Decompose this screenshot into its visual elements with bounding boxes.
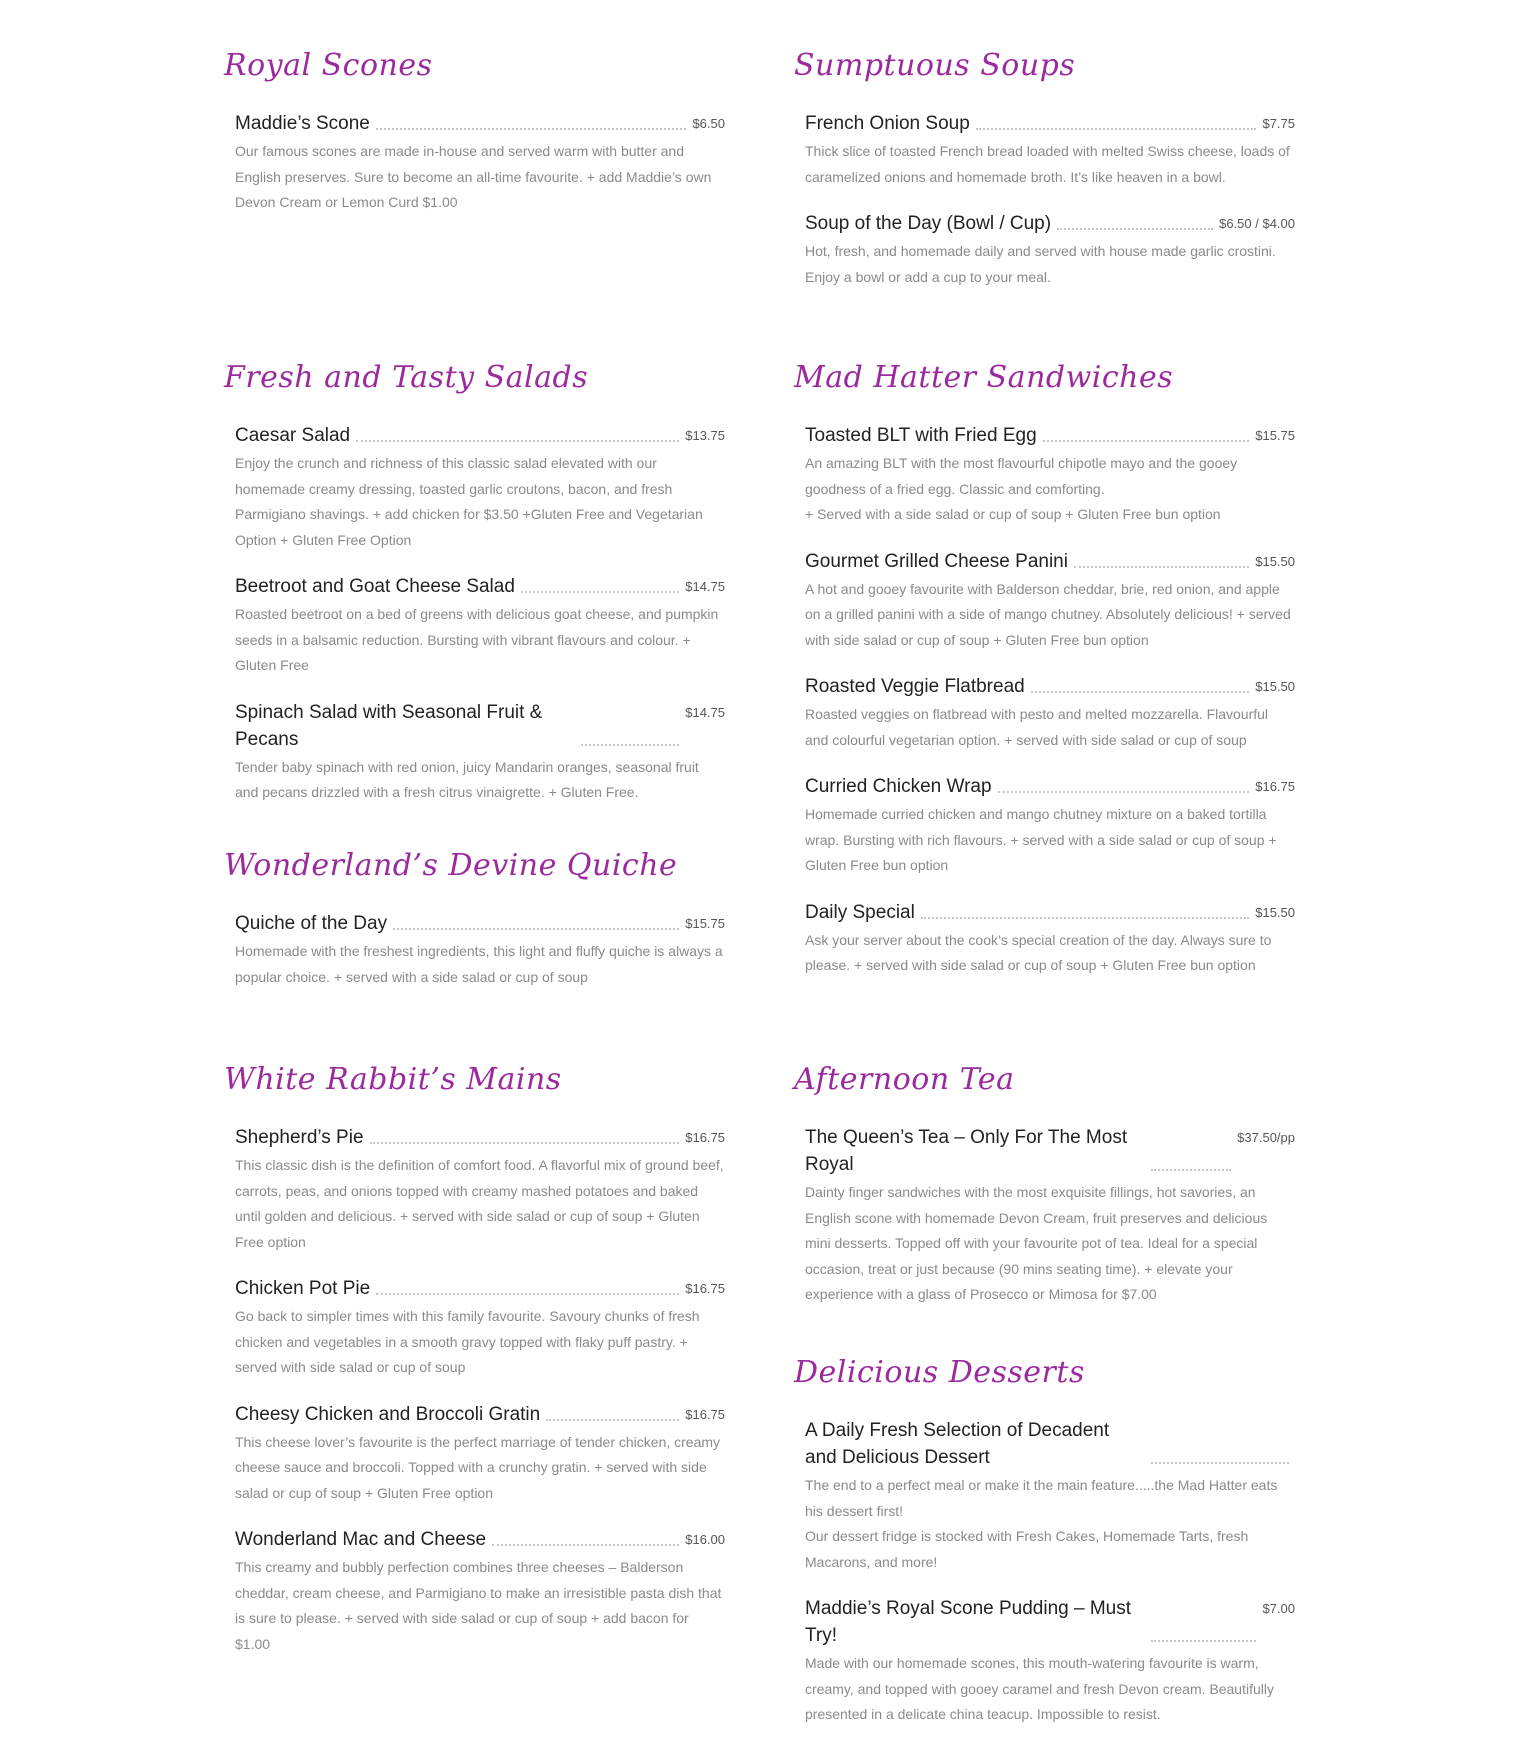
menu-item-name: Soup of the Day (Bowl / Cup) (805, 213, 1052, 234)
menu-item-name: A Daily Fresh Selection of Decadent and Delicious Dessert (805, 1420, 1110, 1468)
description-line: Tender baby spinach with red onion, juicy Mandarin oranges, seasonal fruit and pecans drizzled with a fresh citrus vinaigrette. + Gluten Free. (235, 758, 699, 800)
menu-items-list (224, 110, 736, 216)
description-line: Enjoy the crunch and richness of this classic salad elevated with our homemade creamy dressing, toasted garlic croutons, bacon, and fresh Parmigiano shavings. + add chicken for $3.50 +Gluten Free and Vegetarian Option + Gluten Free Option (235, 455, 703, 548)
menu-item-description (805, 802, 1295, 879)
menu-item-name: Wonderland Mac and Cheese (235, 1529, 487, 1550)
description-line: Our famous scones are made in-house and served warm with butter and English preserves. Sure to become an all-time favourite. + add Maddie’s own Devon Cream or Lemon Curd $1.00 (235, 143, 712, 210)
menu-item-header (235, 1401, 725, 1428)
menu-items-list (794, 110, 1306, 290)
menu-item-header (235, 573, 725, 600)
menu-item-price: $15.75 (685, 916, 725, 931)
description-line: Dainty finger sandwiches with the most exquisite fillings, hot savories, an English scone with homemade Devon Cream, fruit preserves and delicious mini desserts. Topped off with your favourite pot of tea. Ideal for a special occasion, treat or just because (90 mins seating time). + elevate your experience with a glass of Prosecco or Mimosa for $7.00 (805, 1184, 1268, 1302)
description-line: Hot, fresh, and homemade daily and served with house made garlic crostini. Enjoy a bowl or add a cup to your meal. (805, 243, 1276, 285)
menu-item-price: $15.75 (1255, 428, 1295, 443)
menu-items-list (224, 1124, 736, 1657)
menu-item-price: $7.75 (1262, 116, 1295, 131)
dotted-leader (356, 440, 679, 442)
dotted-leader (376, 128, 687, 130)
dotted-leader (998, 791, 1250, 793)
menu-item (235, 1526, 725, 1657)
menu-item-header (805, 673, 1295, 700)
menu-item-description (805, 702, 1295, 753)
description-line: This creamy and bubbly perfection combines three cheeses – Balderson cheddar, cream cheese, and Parmigiano to make an irresistible pasta dish that is sure to please. + served with side salad or cup of soup + add bacon for $1.00 (235, 1559, 722, 1652)
menu-item (235, 699, 725, 806)
description-line: This cheese lover’s favourite is the perfect marriage of tender chicken, creamy cheese sauce and broccoli. Topped with a crunchy gratin. + served with side salad or cup of soup + Gluten Free option (235, 1433, 721, 1501)
menu-item-name: Shepherd’s Pie (235, 1127, 364, 1148)
menu-item-header (805, 1124, 1295, 1178)
description-line: Roasted veggies on flatbread with pesto and melted mozzarella. Flavourful and colourful vegetarian option. + served with side salad or cup of soup (805, 706, 1269, 748)
menu-item-name: Quiche of the Day (235, 913, 388, 934)
dotted-leader (1043, 440, 1250, 442)
menu-item-description (805, 451, 1295, 528)
menu-item-header (235, 110, 725, 137)
menu-item-description (805, 928, 1295, 979)
menu-item (235, 910, 725, 990)
dotted-leader (370, 1142, 680, 1144)
menu-item-price: $15.50 (1255, 904, 1295, 920)
menu-item-header (805, 548, 1295, 575)
menu-item-price: $14.75 (685, 704, 725, 720)
menu-item-name: Spinach Salad with Seasonal Fruit & Pecans (235, 701, 543, 750)
menu-item-header (235, 1526, 725, 1553)
menu-item-name: The Queen’s Tea – Only For The Most Royal (805, 1127, 1128, 1175)
menu-item-description (235, 1430, 725, 1507)
menu-item-header (805, 110, 1295, 137)
dotted-leader (546, 1419, 679, 1421)
menu-item-header (235, 1275, 725, 1302)
menu-item-header (805, 1417, 1295, 1471)
menu-item-description (235, 1153, 725, 1255)
section-title: Delicious Desserts (794, 1355, 1085, 1390)
dotted-leader (1031, 691, 1250, 693)
menu-item-header (805, 422, 1295, 449)
menu-item (235, 110, 725, 216)
menu-item-description (805, 139, 1295, 190)
dotted-leader (1074, 566, 1249, 568)
description-line: Made with our homemade scones, this mouth-watering favourite is warm, creamy, and topped with gooey caramel and fresh Devon cream. Beautifully presented in a delicate china teacup. Impossible to resist. (805, 1655, 1274, 1722)
section-title: Afternoon Tea (794, 1062, 1015, 1097)
section-title: Wonderland’s Devine Quiche (224, 848, 678, 883)
menu-items-list (224, 910, 736, 990)
menu-item-header (805, 210, 1295, 237)
menu-item-price: $15.50 (1255, 553, 1295, 569)
menu-item (235, 422, 725, 553)
description-line: This classic dish is the definition of comfort food. A flavorful mix of ground beef, carrots, peas, and onions topped with creamy mashed potatoes and baked until golden and delicious. + served with side salad or cup of soup + Gluten Free option (235, 1157, 724, 1250)
description-line: Ask your server about the cook’s special creation of the day. Always sure to please. + served with side salad or cup of soup + Gluten Free bun option (805, 931, 1272, 973)
menu-item-header (235, 910, 725, 937)
menu-items-list (794, 422, 1306, 979)
section-quiche (224, 844, 736, 1010)
menu-item-description (235, 451, 725, 553)
menu-item-price: $16.75 (1255, 779, 1295, 794)
menu-item-name: Maddie’s Scone (235, 113, 370, 134)
section-desserts (794, 1351, 1306, 1739)
menu-item (235, 573, 725, 679)
menu-item-price: $16.75 (685, 1281, 725, 1296)
menu-item-name: Curried Chicken Wrap (805, 776, 992, 797)
menu-item-header (805, 899, 1295, 926)
menu-item-price: $6.50 / $4.00 (1219, 216, 1295, 231)
menu-item (235, 1401, 725, 1507)
description-line: Go back to simpler times with this family favourite. Savoury chunks of fresh chicken and vegetables in a smooth gravy topped with flaky puff pastry. + served with side salad or cup of soup (235, 1308, 700, 1375)
menu-item (805, 422, 1295, 528)
menu-item (805, 210, 1295, 290)
description-line: Roasted beetroot on a bed of greens with delicious goat cheese, and pumpkin seeds in a balsamic reduction. Bursting with vibrant flavours and colour. + Gluten Free (235, 606, 719, 673)
menu-item-header (235, 422, 725, 449)
menu-item-name: Chicken Pot Pie (235, 1278, 371, 1299)
menu-item (805, 1124, 1295, 1308)
dotted-leader (1057, 228, 1213, 230)
menu-items-list (224, 422, 736, 806)
description-line: Our dessert fridge is stocked with Fresh Cakes, Homemade Tarts, fresh Macarons, and more! (805, 1528, 1249, 1570)
section-title: Royal Scones (224, 48, 433, 83)
section-title: Mad Hatter Sandwiches (794, 360, 1174, 395)
menu-item-name: French Onion Soup (805, 113, 970, 134)
dotted-leader (581, 744, 679, 746)
menu-items-list (794, 1124, 1306, 1308)
menu-item (805, 1417, 1295, 1575)
menu-item-description (235, 1555, 725, 1657)
menu-item-header (805, 1595, 1295, 1649)
dotted-leader (921, 917, 1249, 919)
menu-item-price: $16.75 (685, 1406, 725, 1422)
section-soups (794, 44, 1306, 310)
dotted-leader (1151, 1169, 1231, 1171)
menu-item-price: $37.50/pp (1237, 1130, 1295, 1145)
menu-item (805, 773, 1295, 879)
section-title: Fresh and Tasty Salads (224, 360, 589, 395)
menu-item-description (235, 939, 725, 990)
menu-item-price: $16.00 (685, 1532, 725, 1547)
dotted-leader (1151, 1462, 1289, 1464)
menu-item-price: $14.75 (685, 579, 725, 594)
section-title: Sumptuous Soups (794, 48, 1076, 83)
menu-item-name: Beetroot and Goat Cheese Salad (235, 576, 515, 597)
section-mains (224, 1058, 736, 1677)
menu-item-price: $13.75 (685, 428, 725, 443)
section-afternoon-tea (794, 1058, 1306, 1328)
dotted-leader (393, 928, 679, 930)
menu-item-price: $15.50 (1255, 679, 1295, 694)
description-line: Thick slice of toasted French bread loaded with melted Swiss cheese, loads of caramelized onions and homemade broth. It’s like heaven in a bowl. (805, 143, 1290, 185)
description-line: Homemade with the freshest ingredients, this light and fluffy quiche is always a popular choice. + served with a side salad or cup of soup (235, 943, 723, 985)
menu-item-description (805, 1473, 1295, 1575)
menu-item-description (805, 1651, 1295, 1728)
menu-item (805, 548, 1295, 654)
menu-item-name: Roasted Veggie Flatbread (805, 676, 1025, 697)
menu-item (805, 1595, 1295, 1728)
section-royal-scones (224, 44, 736, 236)
menu-item-description (805, 239, 1295, 290)
dotted-leader (521, 591, 679, 593)
menu-item-header (235, 1124, 725, 1151)
menu-item-description (235, 1304, 725, 1381)
menu-item-header (235, 699, 725, 753)
section-salads (224, 356, 736, 826)
description-line: Homemade curried chicken and mango chutney mixture on a baked tortilla wrap. Bursting with rich flavours. + served with a side salad or cup of soup + Gluten Free bun option (805, 806, 1277, 873)
menu-item-header (805, 773, 1295, 800)
menu-item-name: Daily Special (805, 901, 915, 923)
menu-item (805, 899, 1295, 979)
menu-item-description (805, 577, 1295, 654)
menu-item (235, 1275, 725, 1381)
menu-item-name: Maddie’s Royal Scone Pudding – Must Try! (805, 1598, 1132, 1646)
section-sandwiches (794, 356, 1306, 999)
menu-item (805, 110, 1295, 190)
description-line: An amazing BLT with the most flavourful chipotle mayo and the gooey goodness of a fried egg. Classic and comforting. (805, 455, 1238, 497)
menu-item-description (235, 139, 725, 216)
menu-item (235, 1124, 725, 1255)
dotted-leader (1151, 1640, 1256, 1642)
menu-item-name: Gourmet Grilled Cheese Panini (805, 550, 1068, 572)
description-line: A hot and gooey favourite with Balderson cheddar, brie, red onion, and apple on a grilled panini with a side of mango chutney. Absolutely delicious! + served with side salad or cup of soup + Gluten Free bun option (805, 580, 1291, 648)
menu-item (805, 673, 1295, 753)
menu-item-description (805, 1180, 1295, 1308)
dotted-leader (376, 1293, 679, 1295)
description-line: The end to a perfect meal or make it the main feature.....the Mad Hatter eats his dessert first! (805, 1477, 1278, 1519)
menu-item-name: Caesar Salad (235, 425, 351, 446)
menu-items-list (794, 1417, 1306, 1728)
menu-item-description (235, 755, 725, 806)
dotted-leader (976, 128, 1257, 130)
menu-item-description (235, 602, 725, 679)
menu-item-price: $16.75 (685, 1130, 725, 1145)
description-line: + Served with a side salad or cup of soup + Gluten Free bun option (805, 506, 1221, 522)
menu-item-price: $7.00 (1262, 1601, 1295, 1616)
section-title: White Rabbit’s Mains (224, 1062, 562, 1097)
menu-item-name: Cheesy Chicken and Broccoli Gratin (235, 1403, 541, 1425)
dotted-leader (492, 1544, 679, 1546)
menu-item-price: $6.50 (692, 116, 725, 131)
menu-item-name: Toasted BLT with Fried Egg (805, 425, 1037, 446)
